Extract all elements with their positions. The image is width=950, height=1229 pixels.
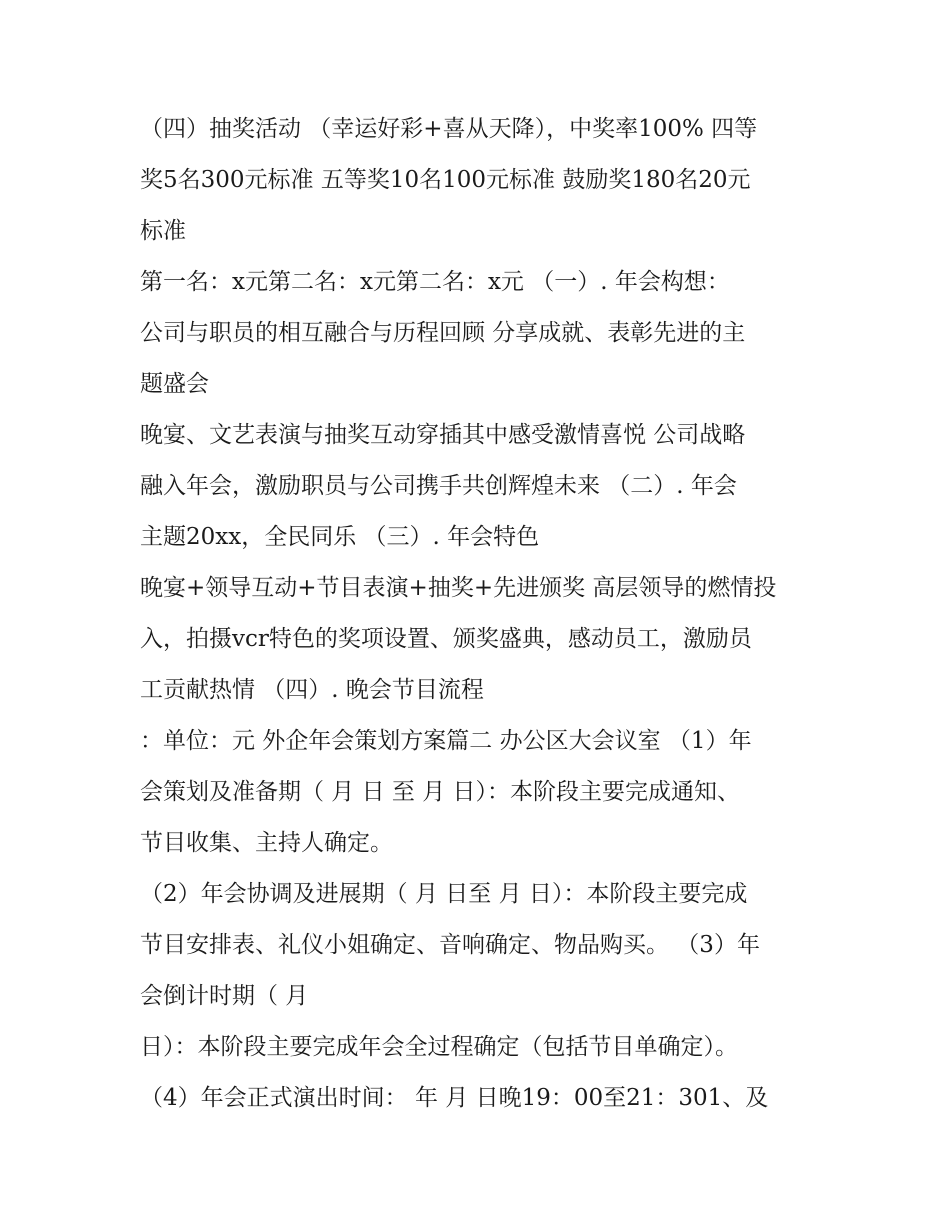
- text-line: （四）抽奖活动 （幸运好彩+喜从天降），中奖率100% 四等: [140, 116, 758, 142]
- text-line: 节目安排表、礼仪小姐确定、音响确定、物品购买。 （3）年: [140, 932, 760, 958]
- text-line: （2）年会协调及进展期（ 月 日至 月 日）：本阶段主要完成: [140, 881, 748, 907]
- text-line: 晚宴、文艺表演与抽奖互动穿插其中感受激情喜悦 公司战略: [140, 422, 746, 448]
- text-line: 会策划及准备期（ 月 日 至 月 日）：本阶段主要完成通知、: [140, 779, 741, 805]
- text-line: 会倒计时期（ 月: [140, 983, 309, 1009]
- text-line: 第一名：x元第二名：x元第二名：x元 （一）. 年会构想：: [140, 269, 730, 295]
- text-line: 节目收集、主持人确定。: [140, 830, 393, 856]
- text-line: 奖5名300元标准 五等奖10名100元标准 鼓励奖180名20元: [140, 167, 751, 193]
- text-line: 工贡献热情 （四）. 晚会节目流程: [140, 677, 484, 703]
- text-line: 公司与职员的相互融合与历程回顾 分享成就、表彰先进的主: [140, 320, 746, 346]
- text-line: 晚宴+领导互动+节目表演+抽奖+先进颁奖 高层领导的燃情投: [140, 575, 777, 601]
- document-body: [140, 104, 820, 1124]
- text-line: 融入年会，激励职员与公司携手共创辉煌未来 （二）. 年会: [140, 473, 737, 499]
- text-line: 入，拍摄vcr特色的奖项设置、颁奖盛典，感动员工，激励员: [140, 626, 752, 652]
- text-line: 日）：本阶段主要完成年会全过程确定（包括节目单确定）。: [140, 1034, 738, 1060]
- text-line: （4）年会正式演出时间： 年 月 日晚19：00至21：301、及: [140, 1085, 769, 1111]
- text-line: 题盛会: [140, 371, 209, 397]
- text-line: 标准: [140, 218, 186, 244]
- text-line: 主题20xx，全民同乐 （三）. 年会特色: [140, 524, 540, 550]
- text-line: ：单位：元 外企年会策划方案篇二 办公区大会议室 （1）年: [140, 728, 752, 754]
